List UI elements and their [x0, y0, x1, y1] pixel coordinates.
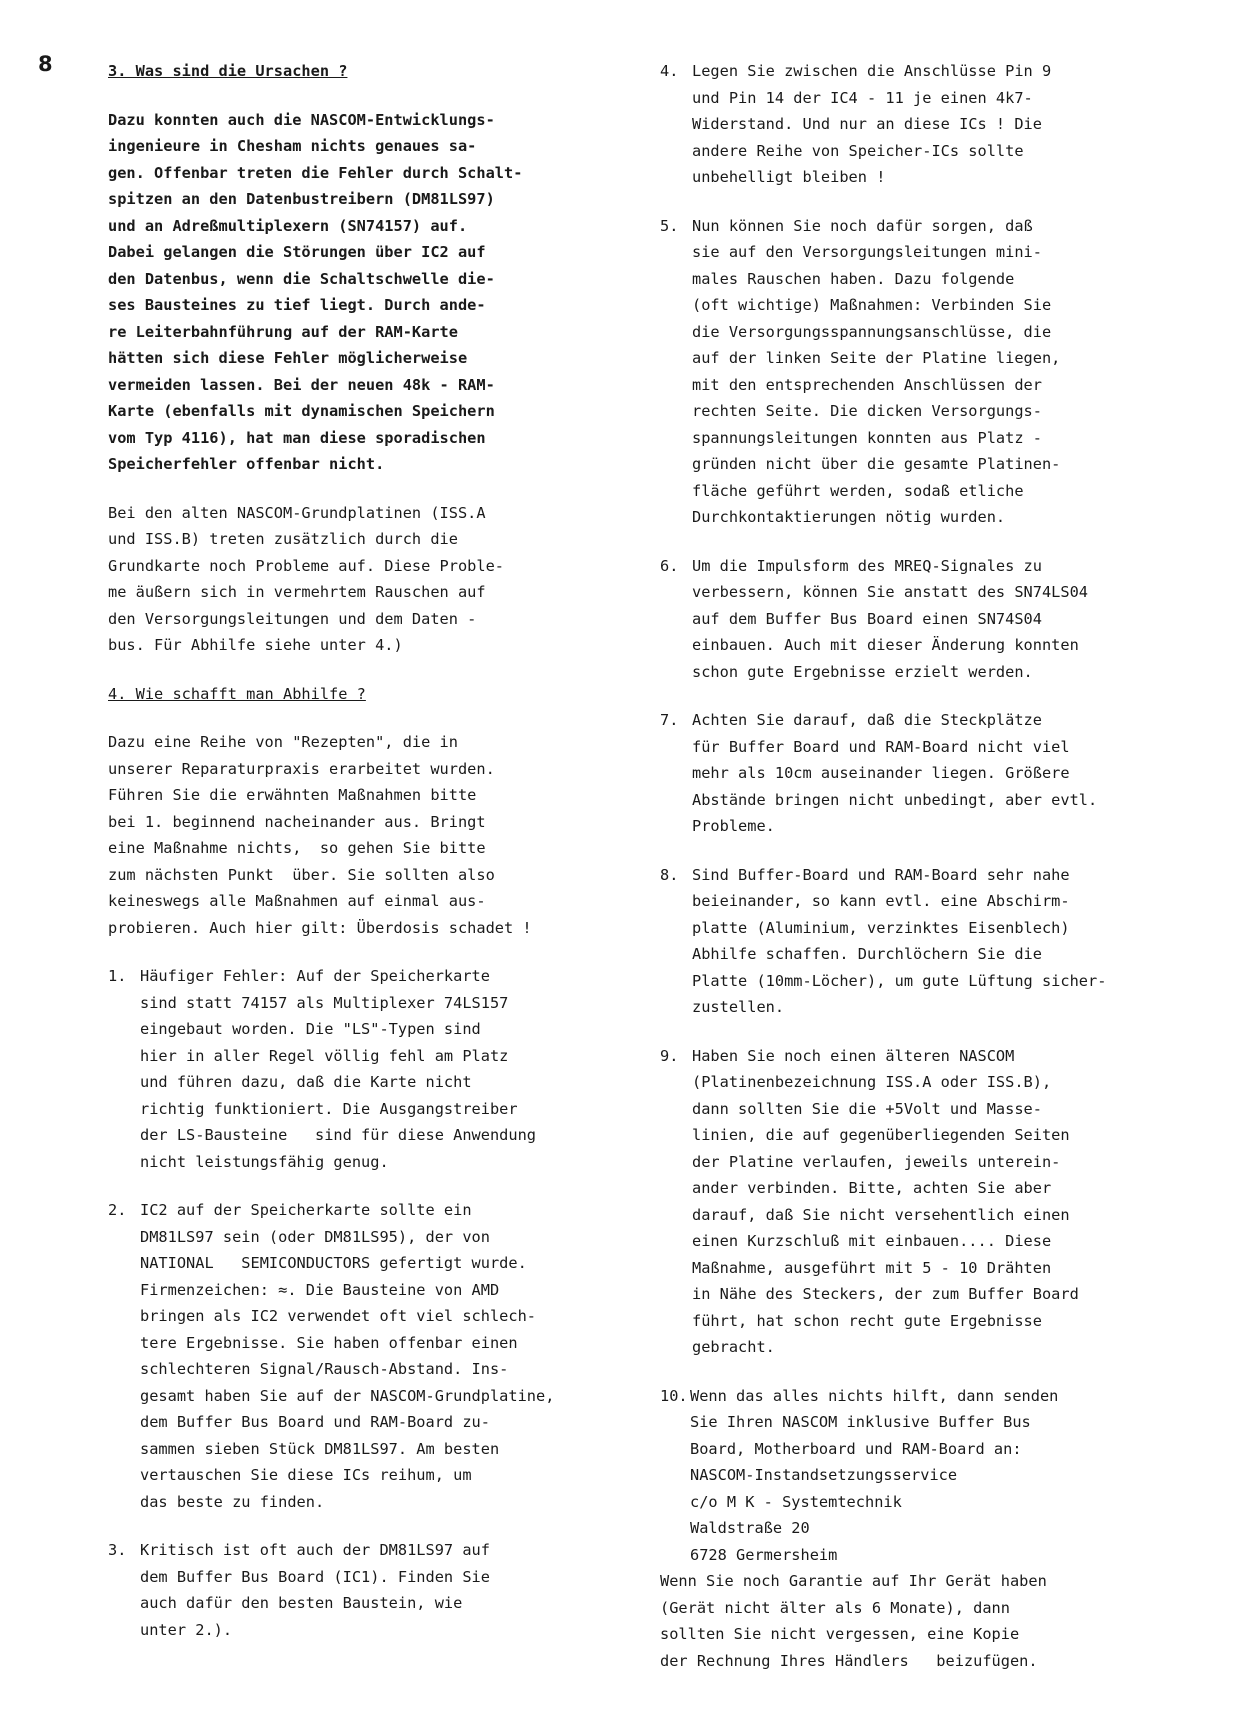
text-line: zum nächsten Punkt über. Sie sollten also	[108, 865, 495, 884]
item-text-line: der Rechnung Ihres Händlers beizufügen.	[660, 1651, 1038, 1670]
item-text-line: dann sollten Sie die +5Volt und Masse-	[692, 1099, 1042, 1118]
text-line: bus. Für Abhilfe siehe unter 4.)	[108, 636, 403, 654]
text-line: unserer Reparaturpraxis erarbeitet wurden.	[108, 759, 495, 778]
item-text-line: ander verbinden. Bitte, achten Sie aber	[692, 1179, 1052, 1197]
item-text-line: andere Reihe von Speicher-ICs sollte	[692, 141, 1024, 160]
item-text-line: Board, Motherboard und RAM-Board an:	[690, 1439, 1022, 1458]
item-number: 7.	[660, 711, 679, 729]
text-line: keineswegs alle Maßnahmen auf einmal aus-	[108, 892, 486, 910]
item-text-line: der LS-Bausteine sind für diese Anwendung	[140, 1126, 537, 1144]
list-item-4	[660, 58, 1220, 191]
page-number: 8	[38, 52, 53, 76]
item-text-line: Sind Buffer-Board und RAM-Board sehr nahe	[692, 865, 1070, 884]
item-number: 8.	[660, 865, 679, 884]
item-number: 3.	[108, 1541, 127, 1559]
section-4-heading: 4. Wie schafft man Abhilfe ?	[108, 684, 366, 703]
item-text-line: einbauen. Auch mit dieser Änderung konnten	[692, 636, 1079, 654]
text-line: eine Maßnahme nichts, so gehen Sie bitte	[108, 839, 486, 857]
item-text-line: gründen nicht über die gesamte Platinen-	[692, 455, 1061, 473]
text-line: re Leiterbahnführung auf der RAM-Karte	[108, 322, 458, 341]
section-3-heading: 3. Was sind die Ursachen ?	[108, 62, 348, 80]
text-line: Dabei gelangen die Störungen über IC2 auf	[108, 243, 486, 261]
item-number: 2.	[108, 1201, 127, 1219]
item-text-line: auch dafür den besten Baustein, wie	[140, 1594, 463, 1612]
item-text-line: in Nähe des Steckers, der zum Buffer Board	[692, 1285, 1079, 1303]
item-text-line: Legen Sie zwischen die Anschlüsse Pin 9	[692, 62, 1052, 80]
item-text-line: DM81LS97 sein (oder DM81LS95), der von	[140, 1227, 490, 1246]
text-line: Führen Sie die erwähnten Maßnahmen bitte	[108, 786, 477, 804]
text-line: spitzen an den Datenbustreibern (DM81LS97)	[108, 190, 495, 208]
item-text-line: IC2 auf der Speicherkarte sollte ein	[140, 1201, 472, 1219]
item-text-line: beieinander, so kann evtl. eine Abschirm-	[692, 892, 1070, 910]
list-item-2	[108, 1197, 638, 1515]
item-text-line: fläche geführt werden, sodaß etliche	[692, 481, 1024, 500]
text-line: ses Bausteines zu tief liegt. Durch ande-	[108, 296, 486, 314]
item-text-line: führt, hat schon recht gute Ergebnisse	[692, 1311, 1042, 1330]
address-line: 6728 Germersheim	[690, 1545, 838, 1564]
text-line: und an Adreßmultiplexern (SN74157) auf.	[108, 216, 468, 235]
item-text-line: eingebaut worden. Die "LS"-Typen sind	[140, 1020, 481, 1038]
text-line: bei 1. beginnend nacheinander aus. Bringt	[108, 812, 486, 831]
text-line: Bei den alten NASCOM-Grundplatinen (ISS.A	[108, 503, 486, 522]
text-line: Grundkarte noch Probleme auf. Diese Proble-	[108, 556, 505, 575]
item-text-line: dem Buffer Bus Board und RAM-Board zu-	[140, 1413, 490, 1431]
item-text-line: Wenn das alles nichts hilft, dann senden	[690, 1386, 1059, 1405]
item-text-line: hier in aller Regel völlig fehl am Platz	[140, 1046, 509, 1065]
item-number: 10.	[660, 1386, 688, 1405]
item-text-line: einen Kurzschluß mit einbauen.... Diese	[692, 1232, 1052, 1250]
item-text-line: spannungsleitungen konnten aus Platz -	[692, 428, 1042, 447]
text-line: Speicherfehler offenbar nicht.	[108, 455, 385, 473]
item-text-line: unbehelligt bleiben !	[692, 168, 886, 186]
item-text-line: NATIONAL SEMICONDUCTORS gefertigt wurde.	[140, 1254, 527, 1272]
list-item-1	[108, 963, 638, 1175]
item-text-line: unter 2.).	[140, 1620, 233, 1639]
item-text-line: das beste zu finden.	[140, 1492, 325, 1511]
item-text-line: (Platinenbezeichnung ISS.A oder ISS.B),	[692, 1073, 1052, 1091]
item-text-line: gesamt haben Sie auf der NASCOM-Grundplatine,	[140, 1386, 555, 1405]
item-number: 5.	[660, 216, 679, 235]
text-line: gen. Offenbar treten die Fehler durch Schalt-	[108, 163, 523, 182]
item-text-line: schon gute Ergebnisse erzielt werden.	[692, 662, 1033, 681]
item-text-line: Probleme.	[692, 817, 775, 835]
item-text-line: gebracht.	[692, 1338, 775, 1356]
item-text-line: schlechteren Signal/Rausch-Abstand. Ins-	[140, 1360, 509, 1378]
text-line: Dazu konnten auch die NASCOM-Entwicklungs-	[108, 110, 495, 129]
item-text-line: Durchkontaktierungen nötig wurden.	[692, 508, 1006, 526]
text-line: den Versorgungsleitungen und dem Daten -	[108, 609, 477, 628]
item-text-line: auf der linken Seite der Platine liegen,	[692, 349, 1061, 367]
item-text-line: Wenn Sie noch Garantie auf Ihr Gerät haben	[660, 1572, 1047, 1590]
item-text-line: bringen als IC2 verwendet oft viel schlech-	[140, 1307, 537, 1325]
item-text-line: verbessern, können Sie anstatt des SN74LS04	[692, 583, 1089, 601]
item-number: 6.	[660, 556, 679, 575]
item-text-line: (oft wichtige) Maßnahmen: Verbinden Sie	[692, 296, 1052, 314]
section-3-paragraph-1	[108, 107, 638, 478]
item-text-line: richtig funktioniert. Die Ausgangstreiber	[140, 1099, 518, 1118]
item-text-line: der Platine verlaufen, jeweils unterein-	[692, 1152, 1061, 1171]
item-text-line: und führen dazu, daß die Karte nicht	[140, 1073, 472, 1091]
left-numbered-list	[108, 963, 638, 1643]
item-text-line: vertauschen Sie diese ICs reihum, um	[140, 1466, 472, 1484]
list-item-5	[660, 213, 1220, 531]
item-text-line: nicht leistungsfähig genug.	[140, 1152, 389, 1171]
item-text-line: darauf, daß Sie nicht versehentlich einen	[692, 1205, 1070, 1224]
item-text-line: Maßnahme, ausgeführt mit 5 - 10 Drähten	[692, 1258, 1052, 1277]
right-column	[660, 58, 1220, 1696]
section-3-paragraph-2	[108, 500, 638, 659]
text-line: den Datenbus, wenn die Schaltschwelle die-	[108, 269, 495, 288]
item-text-line: Um die Impulsform des MREQ-Signales zu	[692, 556, 1042, 575]
text-line: ingenieure in Chesham nichts genaues sa-	[108, 137, 477, 155]
item-text-line: tere Ergebnisse. Sie haben offenbar einen	[140, 1333, 518, 1352]
item-text-line: mehr als 10cm auseinander liegen. Größere	[692, 764, 1070, 782]
address-line: NASCOM-Instandsetzungsservice	[690, 1466, 958, 1484]
item-text-line: sie auf den Versorgungsleitungen mini-	[692, 243, 1042, 261]
item-text-line: Nun können Sie noch dafür sorgen, daß	[692, 216, 1033, 235]
item-text-line: Häufiger Fehler: Auf der Speicherkarte	[140, 967, 490, 985]
list-item-6	[660, 553, 1220, 686]
item-number: 4.	[660, 62, 679, 80]
item-text-line: Abhilfe schaffen. Durchlöchern Sie die	[692, 945, 1042, 963]
list-item-8	[660, 862, 1220, 1021]
text-line: und ISS.B) treten zusätzlich durch die	[108, 530, 458, 548]
text-line: probieren. Auch hier gilt: Überdosis schadet !	[108, 918, 532, 937]
item-text-line: linien, die auf gegenüberliegenden Seiten	[692, 1126, 1070, 1144]
right-numbered-list	[660, 58, 1220, 1361]
item-text-line: Abstände bringen nicht unbedingt, aber evtl.	[692, 790, 1098, 809]
text-line: vom Typ 4116), hat man diese sporadischen	[108, 428, 486, 447]
list-item-10	[660, 1383, 1220, 1675]
item-text-line: auf dem Buffer Bus Board einen SN74S04	[692, 609, 1042, 628]
item-text-line: sammen sieben Stück DM81LS97. Am besten	[140, 1439, 500, 1458]
item-text-line: mit den entsprechenden Anschlüssen der	[692, 375, 1042, 394]
item-text-line: Firmenzeichen: ≈. Die Bausteine von AMD	[140, 1280, 500, 1299]
list-item-9	[660, 1043, 1220, 1361]
item-text-line: für Buffer Board und RAM-Board nicht viel	[692, 737, 1070, 756]
text-line: vermeiden lassen. Bei der neuen 48k - RAM-	[108, 375, 495, 394]
address-line: c/o M K - Systemtechnik	[690, 1492, 902, 1511]
text-line: me äußern sich in vermehrtem Rauschen auf	[108, 583, 486, 601]
list-item-7	[660, 707, 1220, 840]
item-text-line: rechten Seite. Die dicken Versorgungs-	[692, 402, 1042, 420]
item-text-line: zustellen.	[692, 998, 785, 1016]
text-line: hätten sich diese Fehler möglicherweise	[108, 349, 468, 367]
left-column	[108, 58, 638, 1665]
item-text-line: Achten Sie darauf, daß die Steckplätze	[692, 711, 1042, 729]
item-text-line: dem Buffer Bus Board (IC1). Finden Sie	[140, 1567, 490, 1586]
item-text-line: males Rauschen haben. Dazu folgende	[692, 269, 1015, 288]
address-block	[660, 1462, 1220, 1568]
item-text-line: Haben Sie noch einen älteren NASCOM	[692, 1046, 1015, 1065]
list-item-3	[108, 1537, 638, 1643]
item-text-line: sind statt 74157 als Multiplexer 74LS157	[140, 993, 509, 1012]
item-text-line: Widerstand. Und nur an diese ICs ! Die	[692, 115, 1042, 133]
section-4-intro	[108, 729, 638, 941]
item-text-line: platte (Aluminium, verzinktes Eisenblech)	[692, 918, 1070, 937]
text-line: Dazu eine Reihe von "Rezepten", die in	[108, 733, 458, 751]
item-text-line: Sie Ihren NASCOM inklusive Buffer Bus	[690, 1413, 1031, 1431]
item-text-line: die Versorgungsspannungsanschlüsse, die	[692, 322, 1052, 341]
text-line: Karte (ebenfalls mit dynamischen Speichern	[108, 402, 495, 420]
item-text-line: (Gerät nicht älter als 6 Monate), dann	[660, 1598, 1010, 1617]
item-text-line: sollten Sie nicht vergessen, eine Kopie	[660, 1625, 1020, 1643]
item-number: 1.	[108, 967, 127, 985]
item-text-line: und Pin 14 der IC4 - 11 je einen 4k7-	[692, 88, 1033, 107]
item-text-line: Kritisch ist oft auch der DM81LS97 auf	[140, 1541, 490, 1559]
item-number: 9.	[660, 1046, 679, 1065]
item-text-line: Platte (10mm-Löcher), um gute Lüftung sicher-	[692, 971, 1107, 990]
address-line: Waldstraße 20	[690, 1519, 810, 1537]
